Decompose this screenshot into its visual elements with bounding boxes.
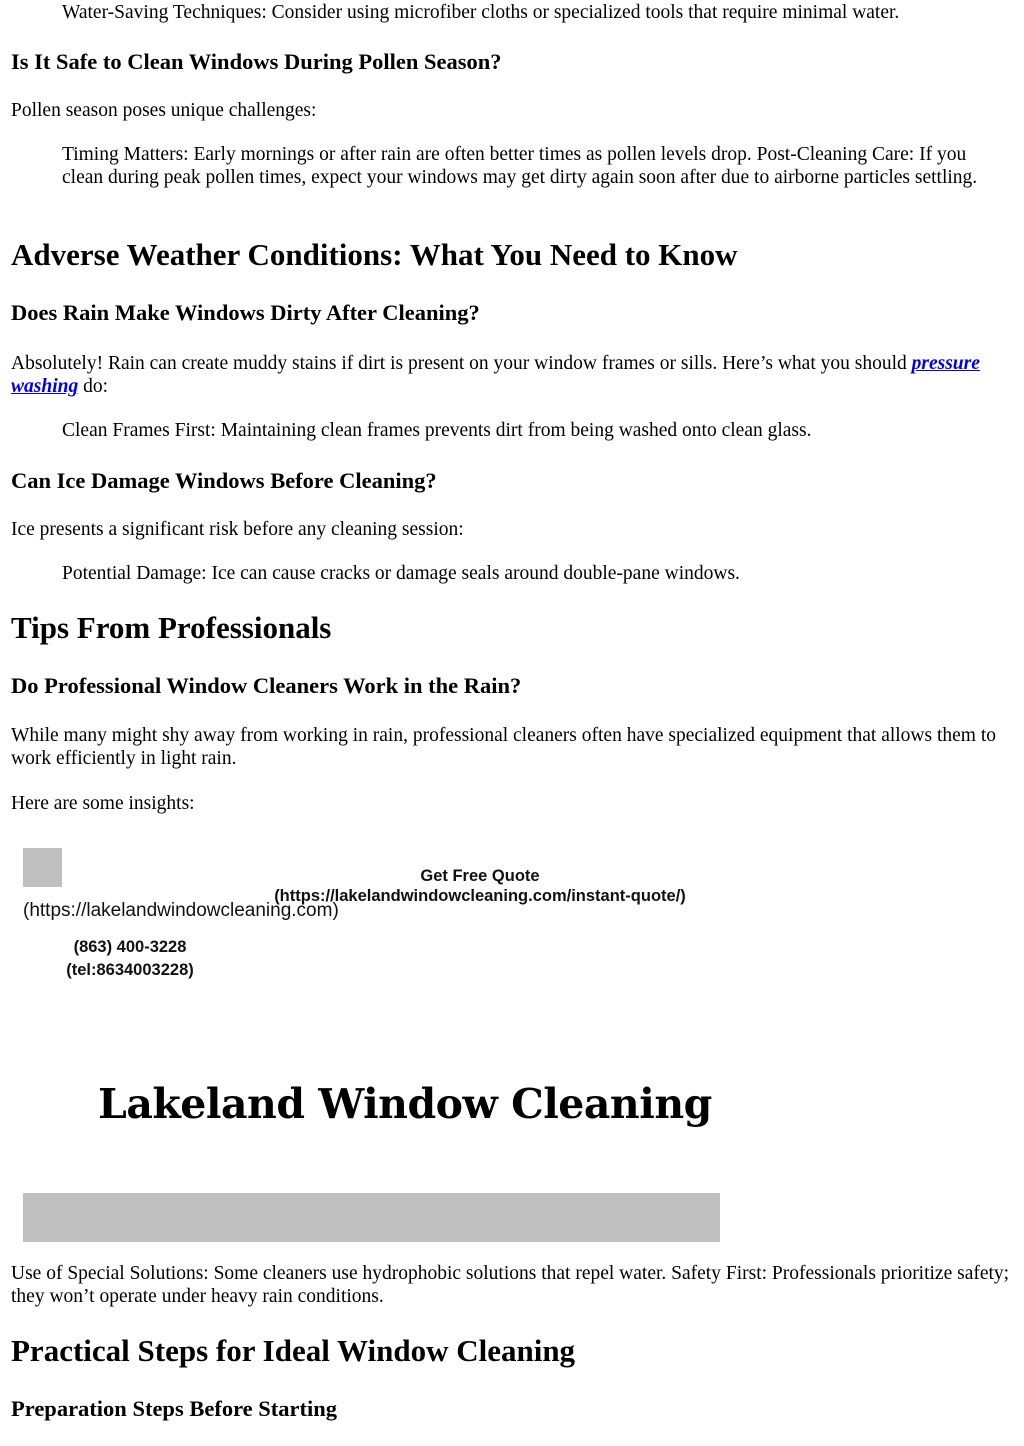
phone-link[interactable] [30, 936, 230, 982]
practical-steps-heading: Practical Steps for Ideal Window Cleaning [11, 1333, 576, 1368]
insights-intro: Here are some insights: [11, 793, 195, 814]
pro-cleaners-text: While many might shy away from working in rain, professional cleaners often have specialized equipment that allows them to work efficiently in light rain. [11, 725, 997, 769]
ice-heading: Can Ice Damage Windows Before Cleaning? [11, 468, 437, 493]
business-name: Lakeland Window Cleaning [98, 1080, 712, 1128]
clean-frames-tip: Clean Frames First: Maintaining clean frames prevents dirt from being washed onto clean glass. [62, 420, 812, 441]
get-free-quote-link[interactable] [240, 866, 720, 906]
phone-number: (863) 400-3228 [73, 938, 187, 956]
image-placeholder-bar [23, 1193, 720, 1242]
special-solutions-text: Use of Special Solutions: Some cleaners use hydrophobic solutions that repel water. Safety First: Professionals prioritize safety; they won’t operate under heavy rain conditions. [11, 1263, 1010, 1307]
tips-heading: Tips From Professionals [11, 610, 332, 645]
rain-paragraph [11, 352, 1011, 398]
pollen-heading: Is It Safe to Clean Windows During Pollen Season? [11, 49, 502, 74]
pressure-washing-link[interactable]: pressure washing [11, 353, 980, 397]
logo-image-placeholder[interactable] [23, 848, 62, 887]
water-saving-tip: Water-Saving Techniques: Consider using microfiber cloths or specialized tools that require minimal water. [62, 2, 900, 23]
quote-label: Get Free Quote [420, 867, 540, 885]
phone-tel: (tel:8634003228) [66, 961, 194, 979]
adverse-weather-heading: Adverse Weather Conditions: What You Need to Know [11, 237, 738, 272]
preparation-heading: Preparation Steps Before Starting [11, 1396, 338, 1421]
pollen-intro: Pollen season poses unique challenges: [11, 100, 317, 121]
quote-url: (https://lakelandwindowcleaning.com/instant-quote/) [274, 887, 686, 905]
rain-text-before: Absolutely! Rain can create muddy stains if dirt is present on your window frames or sills. Here’s what you should [11, 353, 912, 374]
ice-intro: Ice presents a significant risk before any cleaning session: [11, 519, 464, 540]
ice-detail: Potential Damage: Ice can cause cracks or damage seals around double-pane windows. [62, 563, 740, 584]
rain-text-after: do: [78, 376, 108, 397]
pollen-detail: Timing Matters: Early mornings or after rain are often better times as pollen levels drop. Post-Cleaning Care: If you clean during peak pollen times, expect your windows may get dirty again soon after due to airborne particles settling. [62, 144, 978, 188]
logo-link[interactable]: (https://lakelandwindowcleaning.com) [23, 900, 339, 921]
rain-heading: Does Rain Make Windows Dirty After Cleaning? [11, 300, 480, 325]
pro-cleaners-heading: Do Professional Window Cleaners Work in the Rain? [11, 673, 522, 698]
